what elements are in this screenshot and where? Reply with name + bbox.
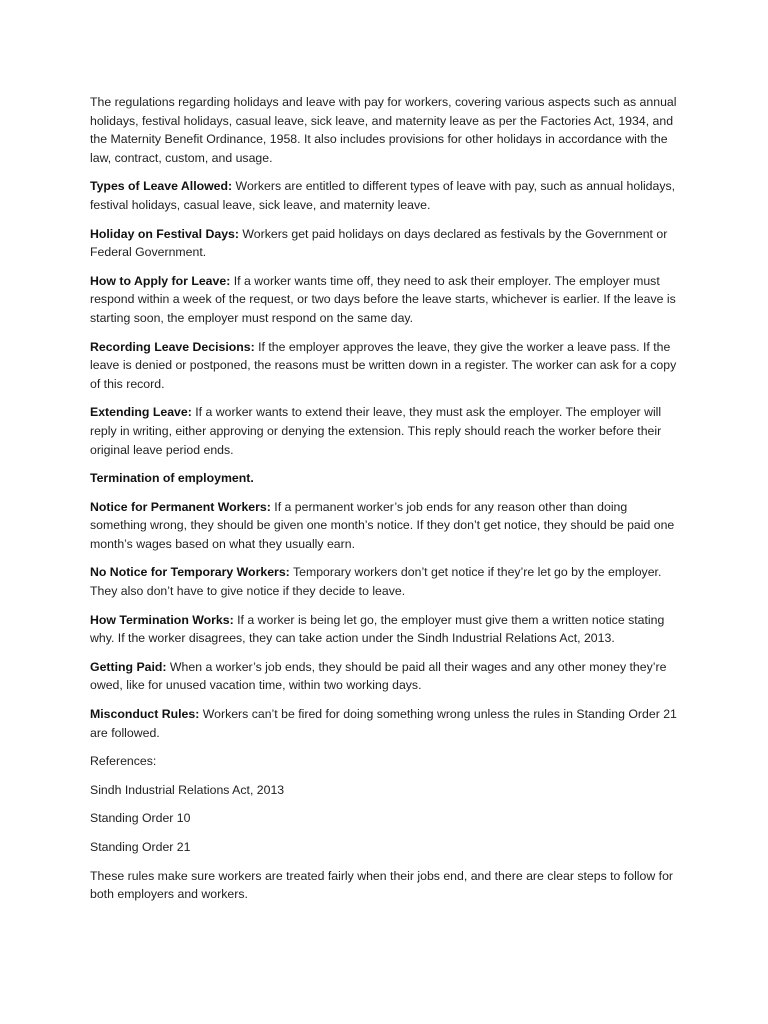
termination-process-paragraph — [90, 611, 680, 648]
apply-leave-paragraph — [90, 272, 680, 328]
festival-holiday-paragraph — [90, 225, 680, 262]
section-text: When a worker’s job ends, they should be paid all their wages and any other money they’re owed, like for unused vacation time, within two working days. — [90, 659, 667, 693]
section-heading: Notice for Permanent Workers: — [90, 499, 271, 514]
intro-paragraph: The regulations regarding holidays and leave with pay for workers, covering various aspects such as annual holidays, festival holidays, casual leave, sick leave, and maternity leave as per the Factories Act, 1934, and the Maternity Benefit Ordinance, 1958. It also includes provisions for other holidays in accordance with the law, contract, custom, and usage. — [90, 95, 677, 165]
leave-types-paragraph — [90, 177, 680, 214]
getting-paid-paragraph — [90, 658, 680, 695]
permanent-notice-paragraph — [90, 498, 680, 554]
section-text: Workers can’t be fired for doing something wrong unless the rules in Standing Order 21 are followed. — [90, 707, 677, 740]
section-heading: Getting Paid: — [90, 659, 167, 674]
termination-heading-text: Termination of employment. — [90, 471, 254, 486]
section-text: If a worker wants to extend their leave, they must ask the employer. The employer will reply in writing, either approving or denying the extension. This reply should reach the worker before their original leave period ends. — [90, 405, 662, 457]
section-text: If a worker wants time off, they need to ask their employer. The employer must respond within a week of the request, or two days before the leave starts, whichever is earlier. If the leave is starting soon, the employer must respond on the same day. — [90, 273, 676, 325]
reference-item: Sindh Industrial Relations Act, 2013 — [90, 782, 285, 797]
misconduct-paragraph — [90, 705, 680, 742]
termination-heading — [90, 469, 680, 488]
section-text: Workers get paid holidays on days declared as festivals by the Government or Federal Government. — [90, 226, 668, 260]
references-heading: References: — [90, 754, 157, 769]
reference-item: Standing Order 21 — [90, 840, 191, 854]
section-heading: Misconduct Rules: — [90, 707, 200, 722]
closing-paragraph: These rules make sure workers are treated fairly when their jobs end, and there are clear steps to follow for both employers and workers. — [90, 868, 674, 902]
section-text: Workers are entitled to different types of leave with pay, such as annual holidays, festival holidays, casual leave, sick leave, and maternity leave. — [90, 179, 676, 212]
section-heading: How to Apply for Leave: — [90, 273, 231, 288]
reference-item: Standing Order 10 — [90, 811, 191, 826]
section-heading: Types of Leave Allowed: — [90, 179, 233, 194]
section-heading: Recording Leave Decisions: — [90, 339, 255, 354]
section-heading: No Notice for Temporary Workers: — [90, 565, 290, 580]
document-body — [90, 93, 680, 914]
section-text: Temporary workers don’t get notice if they’re let go by the employer. They also don’t have to give notice if they decide to leave. — [90, 565, 662, 599]
recording-leave-paragraph — [90, 338, 680, 394]
section-text: If the employer approves the leave, they give the worker a leave pass. If the leave is denied or postponed, the reasons must be written down in a register. The worker can ask for a copy of this record. — [90, 339, 677, 391]
section-text: If a worker is being let go, the employer must give them a written notice stating why. If the worker disagrees, they can take action under the Sindh Industrial Relations Act, 2013. — [90, 612, 665, 646]
temporary-notice-paragraph — [90, 563, 680, 600]
section-text: If a permanent worker’s job ends for any reason other than doing something wrong, they should be given one month’s notice. If they don’t get notice, they should be paid one month’s wages based on what they usually earn. — [90, 499, 675, 551]
section-heading: Extending Leave: — [90, 405, 192, 420]
section-heading: Holiday on Festival Days: — [90, 226, 239, 241]
section-heading: How Termination Works: — [90, 612, 234, 627]
extending-leave-paragraph — [90, 403, 680, 459]
